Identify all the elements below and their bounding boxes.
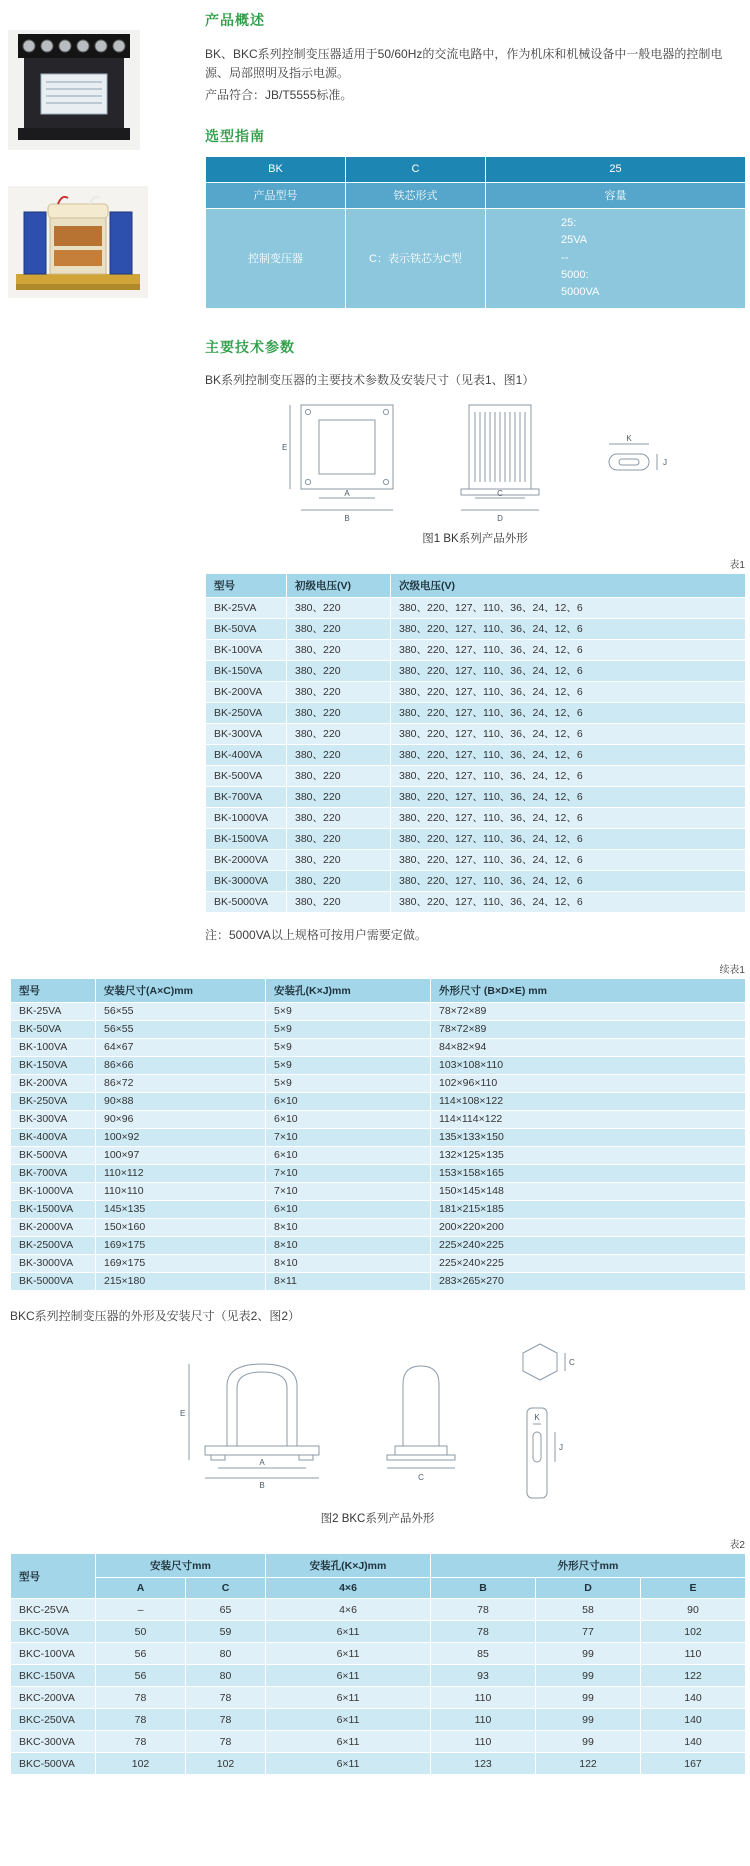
table-cell-secondary: 380、220、127、110、36、24、12、6 bbox=[391, 702, 746, 723]
table-cell-mounting-size: 145×135 bbox=[96, 1200, 266, 1218]
table-cell-primary: 380、220 bbox=[287, 786, 391, 807]
table-row bbox=[11, 1236, 746, 1254]
table-cell-overall-size: 225×240×225 bbox=[431, 1236, 746, 1254]
bkc-intro-line: BKC系列控制变压器的外形及安装尺寸（见表2、图2） bbox=[10, 1308, 301, 1323]
table-cell-primary: 380、220 bbox=[287, 870, 391, 891]
table-cell-model: BK-3000VA bbox=[206, 870, 287, 891]
table-row bbox=[11, 1074, 746, 1092]
table-cell-model: BK-300VA bbox=[206, 723, 287, 744]
t2-header-mounting-hole: 安装孔(K×J)mm bbox=[266, 1554, 431, 1578]
table-cell-primary: 380、220 bbox=[287, 744, 391, 765]
table-cell-b: 78 bbox=[431, 1621, 536, 1643]
cont-header-mounting-size: 安装尺寸(A×C)mm bbox=[96, 978, 266, 1002]
table-row bbox=[11, 1254, 746, 1272]
table-cell-model: BKC-300VA bbox=[11, 1731, 96, 1753]
selection-value-row bbox=[206, 208, 746, 308]
table-cell-a: – bbox=[96, 1599, 186, 1621]
table-cell-mounting-hole: 7×10 bbox=[266, 1182, 431, 1200]
fig1-dim-a: A bbox=[344, 488, 350, 498]
fig1-dim-d: D bbox=[497, 513, 503, 523]
table-cell-mounting-size: 110×110 bbox=[96, 1182, 266, 1200]
tech-params-heading: 主要技术参数 bbox=[205, 338, 295, 355]
fig1-dim-e: E bbox=[282, 442, 288, 452]
fig2-dim-c-hex: C bbox=[568, 1358, 575, 1368]
table-cell-secondary: 380、220、127、110、36、24、12、6 bbox=[391, 891, 746, 912]
table-cell-mounting-size: 90×96 bbox=[96, 1110, 266, 1128]
table-row bbox=[11, 1218, 746, 1236]
selection-value-product: 控制变压器 bbox=[206, 208, 346, 308]
capacity-line: 5000: bbox=[561, 268, 589, 281]
table-cell-secondary: 380、220、127、110、36、24、12、6 bbox=[391, 639, 746, 660]
table-cell-mounting-size: 169×175 bbox=[96, 1254, 266, 1272]
capacity-line: 25VA bbox=[561, 234, 588, 247]
table1-header-secondary: 次级电压(V) bbox=[391, 573, 746, 597]
table-cell-secondary: 380、220、127、110、36、24、12、6 bbox=[391, 744, 746, 765]
table-cell-primary: 380、220 bbox=[287, 849, 391, 870]
t2-subheader-a: A bbox=[96, 1578, 186, 1599]
table-cell-overall-size: 135×133×150 bbox=[431, 1128, 746, 1146]
table-cell-c: 78 bbox=[186, 1709, 266, 1731]
selection-label-core: 铁芯形式 bbox=[346, 182, 486, 208]
table-cell-mounting-size: 64×67 bbox=[96, 1038, 266, 1056]
table-cell-mounting-size: 110×112 bbox=[96, 1164, 266, 1182]
table-cell-mounting-hole: 8×11 bbox=[266, 1272, 431, 1290]
table-cell-secondary: 380、220、127、110、36、24、12、6 bbox=[391, 786, 746, 807]
table-cell-mounting-size: 56×55 bbox=[96, 1002, 266, 1020]
table-cell-hole: 6×11 bbox=[266, 1753, 431, 1775]
table-cell-primary: 380、220 bbox=[287, 765, 391, 786]
table-cell-hole: 6×11 bbox=[266, 1643, 431, 1665]
cont-header-mounting-hole: 安装孔(K×J)mm bbox=[266, 978, 431, 1002]
table-cell-e: 167 bbox=[641, 1753, 746, 1775]
table-cell-model: BK-1500VA bbox=[11, 1200, 96, 1218]
table2-header-row-1 bbox=[11, 1554, 746, 1578]
table-cell-primary: 380、220 bbox=[287, 597, 391, 618]
table-cell-mounting-size: 90×88 bbox=[96, 1092, 266, 1110]
table-row bbox=[11, 1709, 746, 1731]
table-cell-model: BK-400VA bbox=[206, 744, 287, 765]
capacity-line: -- bbox=[561, 251, 569, 264]
table-cell-d: 99 bbox=[536, 1643, 641, 1665]
table-row bbox=[11, 1731, 746, 1753]
table-cell-overall-size: 132×125×135 bbox=[431, 1146, 746, 1164]
fig2-side-view-drawing bbox=[373, 1350, 469, 1490]
bkc-product-photo bbox=[8, 186, 148, 298]
table-cell-model: BK-150VA bbox=[206, 660, 287, 681]
table-cell-e: 140 bbox=[641, 1687, 746, 1709]
bk-intro-line: BK系列控制变压器的主要技术参数及安装尺寸（见表1、图1） bbox=[205, 372, 535, 387]
table-cell-model: BK-2500VA bbox=[11, 1236, 96, 1254]
table-cell-secondary: 380、220、127、110、36、24、12、6 bbox=[391, 849, 746, 870]
table-cell-mounting-size: 100×97 bbox=[96, 1146, 266, 1164]
table-cell-c: 80 bbox=[186, 1643, 266, 1665]
table-cell-e: 90 bbox=[641, 1599, 746, 1621]
table-row bbox=[206, 597, 746, 618]
table-cell-e: 110 bbox=[641, 1643, 746, 1665]
bottom-section bbox=[10, 961, 745, 1775]
table-row bbox=[11, 1038, 746, 1056]
table-cell-overall-size: 283×265×270 bbox=[431, 1272, 746, 1290]
table-cell-b: 85 bbox=[431, 1643, 536, 1665]
fig2-dim-c-side: C bbox=[417, 1473, 424, 1483]
table-cell-mounting-size: 150×160 bbox=[96, 1218, 266, 1236]
table-cell-mounting-hole: 5×9 bbox=[266, 1038, 431, 1056]
fig2-front-view-drawing bbox=[179, 1350, 337, 1490]
table-cell-primary: 380、220 bbox=[287, 660, 391, 681]
table-row bbox=[11, 1599, 746, 1621]
table-cell-mounting-size: 86×66 bbox=[96, 1056, 266, 1074]
table-cell-mounting-size: 56×55 bbox=[96, 1020, 266, 1038]
table-cell-c: 65 bbox=[186, 1599, 266, 1621]
table-cell-c: 78 bbox=[186, 1687, 266, 1709]
selection-label-model: 产品型号 bbox=[206, 182, 346, 208]
main-content-column bbox=[205, 10, 745, 945]
table-cell-hole: 6×11 bbox=[266, 1665, 431, 1687]
table-cell-overall-size: 225×240×225 bbox=[431, 1254, 746, 1272]
nameplate bbox=[41, 74, 107, 114]
table-cell-e: 140 bbox=[641, 1731, 746, 1753]
table-cell-overall-size: 84×82×94 bbox=[431, 1038, 746, 1056]
table-row bbox=[206, 786, 746, 807]
table-cell-c: 80 bbox=[186, 1665, 266, 1687]
table-cell-mounting-hole: 5×9 bbox=[266, 1056, 431, 1074]
table2-bkc-dimensions bbox=[10, 1553, 746, 1775]
table-cell-e: 122 bbox=[641, 1665, 746, 1687]
selection-value-capacity bbox=[486, 208, 746, 308]
capacity-lines bbox=[486, 215, 745, 300]
t2-header-mounting-size: 安装尺寸mm bbox=[96, 1554, 266, 1578]
fig1-side-view-drawing bbox=[445, 400, 557, 524]
table-cell-e: 102 bbox=[641, 1621, 746, 1643]
table-cell-mounting-hole: 7×10 bbox=[266, 1128, 431, 1146]
table-cell-overall-size: 114×114×122 bbox=[431, 1110, 746, 1128]
table-cell-secondary: 380、220、127、110、36、24、12、6 bbox=[391, 597, 746, 618]
table-row bbox=[206, 744, 746, 765]
table-cell-hole: 6×11 bbox=[266, 1621, 431, 1643]
cont-header-model: 型号 bbox=[11, 978, 96, 1002]
table-row bbox=[11, 1110, 746, 1128]
table-cell-b: 123 bbox=[431, 1753, 536, 1775]
table-row bbox=[11, 1092, 746, 1110]
table-cell-overall-size: 78×72×89 bbox=[431, 1002, 746, 1020]
table-row bbox=[11, 1272, 746, 1290]
table1-label: 表1 bbox=[729, 559, 745, 571]
table1-body bbox=[206, 597, 746, 912]
cont-header-overall-size: 外形尺寸 (B×D×E) mm bbox=[431, 978, 746, 1002]
table-cell-d: 58 bbox=[536, 1599, 641, 1621]
table-cell-secondary: 380、220、127、110、36、24、12、6 bbox=[391, 618, 746, 639]
table-cell-model: BK-700VA bbox=[206, 786, 287, 807]
table-row bbox=[11, 1002, 746, 1020]
fig1-mounting-hole-detail bbox=[593, 434, 671, 490]
table-cell-d: 99 bbox=[536, 1709, 641, 1731]
table-row bbox=[11, 1687, 746, 1709]
table1-cont-header-row bbox=[11, 978, 746, 1002]
table-cell-a: 78 bbox=[96, 1687, 186, 1709]
overview-paragraph: BK、BKC系列控制变压器适用于50/60Hz的交流电路中，作为机床和机械设备中一般电器的控制电源、局部照明及指示电源。 bbox=[205, 47, 723, 81]
table-cell-mounting-hole: 8×10 bbox=[266, 1218, 431, 1236]
table-row bbox=[11, 1056, 746, 1074]
table-row bbox=[11, 1753, 746, 1775]
table-row bbox=[11, 1621, 746, 1643]
table-cell-primary: 380、220 bbox=[287, 639, 391, 660]
table-cell-model: BKC-100VA bbox=[11, 1643, 96, 1665]
table1-note: 注：5000VA以上规格可按用户需要定做。 bbox=[205, 927, 427, 942]
t2-header-overall-size: 外形尺寸mm bbox=[431, 1554, 746, 1578]
table-cell-model: BKC-500VA bbox=[11, 1753, 96, 1775]
table-cell-primary: 380、220 bbox=[287, 618, 391, 639]
table-cell-hole: 6×11 bbox=[266, 1709, 431, 1731]
selection-code-25: 25 bbox=[486, 156, 746, 182]
table-cell-a: 56 bbox=[96, 1643, 186, 1665]
product-photos bbox=[8, 30, 198, 298]
table-cell-a: 102 bbox=[96, 1753, 186, 1775]
table-cell-model: BK-200VA bbox=[11, 1074, 96, 1092]
capacity-line: 25: bbox=[561, 217, 577, 230]
t2-subheader-c: C bbox=[186, 1578, 266, 1599]
table-cell-model: BK-500VA bbox=[11, 1146, 96, 1164]
table-cell-secondary: 380、220、127、110、36、24、12、6 bbox=[391, 660, 746, 681]
fig2-dim-j: J bbox=[558, 1443, 563, 1453]
table-cell-model: BK-2000VA bbox=[206, 849, 287, 870]
table-cell-mounting-hole: 7×10 bbox=[266, 1164, 431, 1182]
table-cell-overall-size: 102×96×110 bbox=[431, 1074, 746, 1092]
table-cell-hole: 4×6 bbox=[266, 1599, 431, 1621]
figure2-caption: 图2 BKC系列产品外形 bbox=[320, 1513, 435, 1526]
fig2-hex-detail bbox=[505, 1336, 577, 1394]
table-cell-secondary: 380、220、127、110、36、24、12、6 bbox=[391, 723, 746, 744]
table-cell-hole: 6×11 bbox=[266, 1687, 431, 1709]
selection-label-row bbox=[206, 182, 746, 208]
capacity-line: 5000VA bbox=[561, 285, 600, 298]
selection-code-c: C bbox=[346, 156, 486, 182]
table-cell-mounting-hole: 6×10 bbox=[266, 1146, 431, 1164]
table-cell-mounting-hole: 6×10 bbox=[266, 1110, 431, 1128]
table-cell-model: BKC-25VA bbox=[11, 1599, 96, 1621]
table-cell-overall-size: 153×158×165 bbox=[431, 1164, 746, 1182]
table-cell-mounting-size: 215×180 bbox=[96, 1272, 266, 1290]
table-cell-secondary: 380、220、127、110、36、24、12、6 bbox=[391, 807, 746, 828]
table-cell-d: 122 bbox=[536, 1753, 641, 1775]
table2-body bbox=[11, 1599, 746, 1775]
table-row bbox=[11, 1200, 746, 1218]
table-cell-hole: 6×11 bbox=[266, 1731, 431, 1753]
selection-label-capacity: 容量 bbox=[486, 182, 746, 208]
t2-header-model: 型号 bbox=[11, 1554, 96, 1599]
table-row bbox=[206, 765, 746, 786]
table-cell-overall-size: 103×108×110 bbox=[431, 1056, 746, 1074]
table1-continued-dimensions bbox=[10, 978, 746, 1291]
table-row bbox=[206, 849, 746, 870]
table-cell-a: 56 bbox=[96, 1665, 186, 1687]
table-row bbox=[206, 870, 746, 891]
table-cell-model: BK-5000VA bbox=[206, 891, 287, 912]
table-cell-c: 59 bbox=[186, 1621, 266, 1643]
table-cell-model: BK-250VA bbox=[206, 702, 287, 723]
fig2-bracket-detail bbox=[513, 1402, 569, 1504]
table-cell-d: 77 bbox=[536, 1621, 641, 1643]
selection-guide-heading: 选型指南 bbox=[205, 127, 265, 144]
table-cell-model: BK-5000VA bbox=[11, 1272, 96, 1290]
table-cell-model: BKC-250VA bbox=[11, 1709, 96, 1731]
table-cell-a: 50 bbox=[96, 1621, 186, 1643]
table-cell-c: 102 bbox=[186, 1753, 266, 1775]
t2-subheader-e: E bbox=[641, 1578, 746, 1599]
table-cell-d: 99 bbox=[536, 1687, 641, 1709]
table-cell-model: BK-150VA bbox=[11, 1056, 96, 1074]
selection-guide-table bbox=[205, 156, 746, 309]
table-cell-model: BK-1000VA bbox=[206, 807, 287, 828]
table-cell-mounting-size: 169×175 bbox=[96, 1236, 266, 1254]
table-row bbox=[206, 639, 746, 660]
table-cell-overall-size: 200×220×200 bbox=[431, 1218, 746, 1236]
table-row bbox=[11, 1665, 746, 1687]
table-cell-model: BKC-150VA bbox=[11, 1665, 96, 1687]
fig2-dim-b: B bbox=[258, 1481, 265, 1491]
table-cell-overall-size: 150×145×148 bbox=[431, 1182, 746, 1200]
table-cell-mounting-hole: 5×9 bbox=[266, 1074, 431, 1092]
table-cell-mounting-hole: 5×9 bbox=[266, 1020, 431, 1038]
t2-subheader-hole: 4×6 bbox=[266, 1578, 431, 1599]
table-row bbox=[11, 1128, 746, 1146]
table-row bbox=[206, 660, 746, 681]
fig1-dim-c: C bbox=[497, 488, 503, 498]
table-cell-overall-size: 114×108×122 bbox=[431, 1092, 746, 1110]
table-cell-primary: 380、220 bbox=[287, 807, 391, 828]
table-row bbox=[206, 702, 746, 723]
overview-heading: 产品概述 bbox=[205, 12, 265, 28]
table-cell-model: BK-300VA bbox=[11, 1110, 96, 1128]
table-cell-b: 110 bbox=[431, 1709, 536, 1731]
table-cell-d: 99 bbox=[536, 1731, 641, 1753]
table-row bbox=[206, 828, 746, 849]
table1-header-row bbox=[206, 573, 746, 597]
table-cell-a: 78 bbox=[96, 1731, 186, 1753]
table-cell-mounting-hole: 8×10 bbox=[266, 1236, 431, 1254]
table-cell-overall-size: 181×215×185 bbox=[431, 1200, 746, 1218]
table-cell-model: BK-50VA bbox=[11, 1020, 96, 1038]
table-row bbox=[11, 1020, 746, 1038]
table-cell-model: BK-3000VA bbox=[11, 1254, 96, 1272]
fig1-front-view-drawing bbox=[279, 400, 409, 524]
table-cell-mounting-hole: 5×9 bbox=[266, 1002, 431, 1020]
table-cell-secondary: 380、220、127、110、36、24、12、6 bbox=[391, 828, 746, 849]
table-cell-model: BK-50VA bbox=[206, 618, 287, 639]
table-cell-overall-size: 78×72×89 bbox=[431, 1020, 746, 1038]
table-row bbox=[206, 807, 746, 828]
table-cell-secondary: 380、220、127、110、36、24、12、6 bbox=[391, 765, 746, 786]
t2-subheader-d: D bbox=[536, 1578, 641, 1599]
table-cell-model: BK-100VA bbox=[206, 639, 287, 660]
table-cell-b: 78 bbox=[431, 1599, 536, 1621]
t2-subheader-b: B bbox=[431, 1578, 536, 1599]
table-cell-mounting-hole: 8×10 bbox=[266, 1254, 431, 1272]
table-cell-primary: 380、220 bbox=[287, 681, 391, 702]
selection-value-core: C：表示铁芯为C型 bbox=[346, 208, 486, 308]
table-cell-primary: 380、220 bbox=[287, 828, 391, 849]
fig2-dim-a: A bbox=[258, 1458, 265, 1468]
table-cell-a: 78 bbox=[96, 1709, 186, 1731]
figure2-details bbox=[505, 1336, 577, 1504]
table-cell-model: BKC-200VA bbox=[11, 1687, 96, 1709]
selection-code-row bbox=[206, 156, 746, 182]
bk-product-photo bbox=[8, 30, 140, 150]
table-row bbox=[206, 723, 746, 744]
figure2 bbox=[10, 1336, 745, 1504]
table1-header-model: 型号 bbox=[206, 573, 287, 597]
table-cell-model: BK-700VA bbox=[11, 1164, 96, 1182]
table-row bbox=[206, 681, 746, 702]
table-row bbox=[11, 1146, 746, 1164]
table-cell-d: 99 bbox=[536, 1665, 641, 1687]
table1-header-primary: 初级电压(V) bbox=[287, 573, 391, 597]
table-cell-model: BK-1000VA bbox=[11, 1182, 96, 1200]
table2-label: 表2 bbox=[729, 1540, 745, 1552]
table-cell-mounting-hole: 6×10 bbox=[266, 1092, 431, 1110]
standard-line: 产品符合：JB/T5555标准。 bbox=[205, 88, 353, 103]
table-cell-secondary: 380、220、127、110、36、24、12、6 bbox=[391, 870, 746, 891]
figure1 bbox=[205, 400, 745, 524]
table-cell-mounting-hole: 6×10 bbox=[266, 1200, 431, 1218]
fig1-dim-k: K bbox=[626, 433, 632, 443]
table1-cont-label: 续表1 bbox=[719, 964, 745, 976]
table-row bbox=[11, 1182, 746, 1200]
table-cell-secondary: 380、220、127、110、36、24、12、6 bbox=[391, 681, 746, 702]
figure1-caption: 图1 BK系列产品外形 bbox=[422, 532, 528, 545]
table-row bbox=[11, 1643, 746, 1665]
table-cell-b: 93 bbox=[431, 1665, 536, 1687]
table-cell-c: 78 bbox=[186, 1731, 266, 1753]
table-cell-mounting-size: 86×72 bbox=[96, 1074, 266, 1092]
table-cell-mounting-size: 100×92 bbox=[96, 1128, 266, 1146]
table-cell-model: BK-2000VA bbox=[11, 1218, 96, 1236]
table-cell-b: 110 bbox=[431, 1687, 536, 1709]
table-cell-model: BK-500VA bbox=[206, 765, 287, 786]
table1-cont-body bbox=[11, 1002, 746, 1290]
table1-voltages bbox=[205, 573, 746, 913]
table-cell-model: BK-250VA bbox=[11, 1092, 96, 1110]
table-cell-model: BK-1500VA bbox=[206, 828, 287, 849]
table-cell-model: BK-25VA bbox=[11, 1002, 96, 1020]
fig1-dim-j: J bbox=[663, 457, 667, 467]
table-cell-model: BK-25VA bbox=[206, 597, 287, 618]
table-cell-model: BK-200VA bbox=[206, 681, 287, 702]
table-cell-primary: 380、220 bbox=[287, 891, 391, 912]
table-cell-model: BK-400VA bbox=[11, 1128, 96, 1146]
fig1-dim-b: B bbox=[344, 513, 350, 523]
table-cell-model: BKC-50VA bbox=[11, 1621, 96, 1643]
table-row bbox=[206, 891, 746, 912]
table-cell-b: 110 bbox=[431, 1731, 536, 1753]
selection-code-bk: BK bbox=[206, 156, 346, 182]
table2-header-row-2 bbox=[11, 1578, 746, 1599]
fig2-dim-e: E bbox=[179, 1409, 185, 1419]
fig2-dim-k: K bbox=[533, 1413, 540, 1423]
table-cell-e: 140 bbox=[641, 1709, 746, 1731]
table-row bbox=[206, 618, 746, 639]
table-cell-model: BK-100VA bbox=[11, 1038, 96, 1056]
table-cell-primary: 380、220 bbox=[287, 702, 391, 723]
table-row bbox=[11, 1164, 746, 1182]
table-cell-primary: 380、220 bbox=[287, 723, 391, 744]
